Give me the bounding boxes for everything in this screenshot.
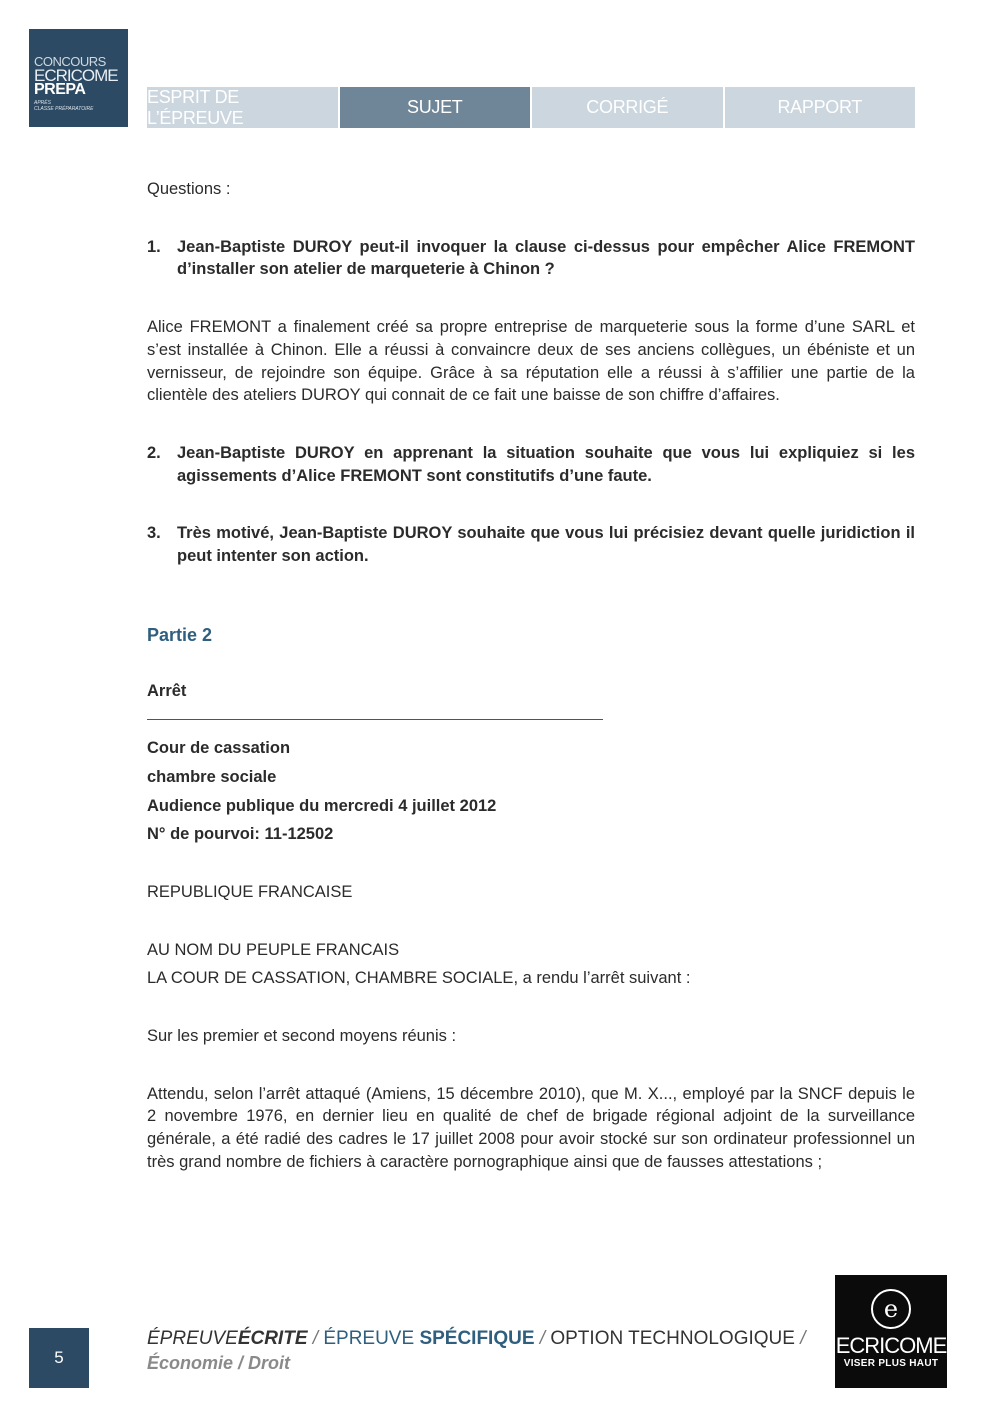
question-3 xyxy=(147,522,915,567)
concours-logo xyxy=(29,29,128,127)
moyens-line: Sur les premier et second moyens réunis : xyxy=(147,1027,457,1046)
chamber-name: chambre sociale xyxy=(147,767,277,786)
tab-rapport[interactable]: RAPPORT xyxy=(725,87,916,128)
footer-separator-1: / xyxy=(312,1328,319,1349)
logo-apres: APRÈS xyxy=(34,100,51,106)
arret-label: Arrêt xyxy=(147,682,187,701)
footer-separator-3: / xyxy=(800,1328,806,1349)
logo-concours: CONCOURS xyxy=(34,54,106,69)
footer-epreuve: ÉPREUVE xyxy=(147,1328,238,1349)
footer-exam-info xyxy=(147,1326,806,1376)
section-divider xyxy=(147,719,603,720)
brand-tagline: VISER PLUS HAUT xyxy=(843,1358,939,1369)
section-tabs xyxy=(147,87,915,128)
question-1-number: 1. xyxy=(147,237,161,256)
part-2-title: Partie 2 xyxy=(147,624,213,645)
tab-sujet[interactable]: SUJET xyxy=(340,87,531,128)
au-nom-heading: AU NOM DU PEUPLE FRANCAIS xyxy=(147,940,400,959)
brand-name: ECRICOME xyxy=(835,1333,947,1358)
question-1 xyxy=(147,236,915,281)
question-3-text: Très motivé, Jean-Baptiste DUROY souhaite que vous lui précisiez devant quelle juridiction il peut intenter son action. xyxy=(177,524,915,566)
question-3-number: 3. xyxy=(147,524,161,543)
republique-heading: REPUBLIQUE FRANCAISE xyxy=(147,882,353,901)
hearing-date: Audience publique du mercredi 4 juillet 2012 xyxy=(147,796,497,815)
question-2-number: 2. xyxy=(147,443,161,462)
footer-option: OPTION TECHNOLOGIQUE xyxy=(550,1328,795,1349)
question-2-text: Jean-Baptiste DUROY en apprenant la situation souhaite que vous lui expliquiez si les agissements d’Alice FREMONT sont constitutifs d’une faute. xyxy=(177,443,915,485)
case-paragraph: Alice FREMONT a finalement créé sa propre entreprise de marqueterie sous la forme d’une SARL et s’est installée à Chinon. Elle a réussi à convaincre deux de ses anciens collègues, un ébéniste et un vernisseur, de rejoindre son équipe. Grâce à sa réputation elle a réussi à s’affilier une partie de la clientèle des ateliers DUROY qui connait de ce fait une baisse de son chiffre d’affaires. xyxy=(147,318,915,405)
logo-prepa: PREPA xyxy=(34,81,86,98)
footer-epreuve-2: ÉPREUVE xyxy=(323,1328,415,1349)
ecricome-brand-logo xyxy=(835,1275,947,1388)
document-body xyxy=(147,178,915,1174)
tab-corrige[interactable]: CORRIGÉ xyxy=(532,87,723,128)
footer-separator-2: / xyxy=(539,1328,546,1349)
logo-ecricome: ECRICOME xyxy=(34,66,118,85)
pourvoi-number: N° de pourvoi: 11-12502 xyxy=(147,825,334,844)
footer-specifique: SPÉCIFIQUE xyxy=(419,1328,535,1349)
question-1-text: Jean-Baptiste DUROY peut-il invoquer la clause ci-dessus pour empêcher Alice FREMONT d’installer son atelier de marqueterie à Chinon ? xyxy=(177,237,915,279)
footer-ecrite: ÉCRITE xyxy=(237,1328,308,1349)
la-cour-line: LA COUR DE CASSATION, CHAMBRE SOCIALE, a rendu l’arrêt suivant : xyxy=(147,969,691,988)
ecricome-e-icon: e xyxy=(871,1289,911,1329)
court-name: Cour de cassation xyxy=(147,739,291,758)
footer-subject: Économie / Droit xyxy=(147,1353,291,1373)
logo-classe-preparatoire: CLASSE PRÉPARATOIRE xyxy=(34,106,94,112)
question-2 xyxy=(147,442,915,487)
tab-esprit-epreuve[interactable]: ESPRIT DE L’ÉPREUVE xyxy=(147,87,338,128)
page-number: 5 xyxy=(29,1328,89,1388)
questions-label: Questions : xyxy=(147,180,231,198)
attendu-paragraph: Attendu, selon l’arrêt attaqué (Amiens, 15 décembre 2010), que M. X..., employé par la SNCF depuis le 2 novembre 1976, en dernier lieu en qualité de chef de brigade régional adjoint de la surveillance générale, a été radié des cadres le 17 juillet 2008 pour avoir stocké sur son ordinateur professionnel un très grand nombre de fichiers à caractère pornographique ainsi que de fausses attestations ; xyxy=(147,1084,915,1171)
